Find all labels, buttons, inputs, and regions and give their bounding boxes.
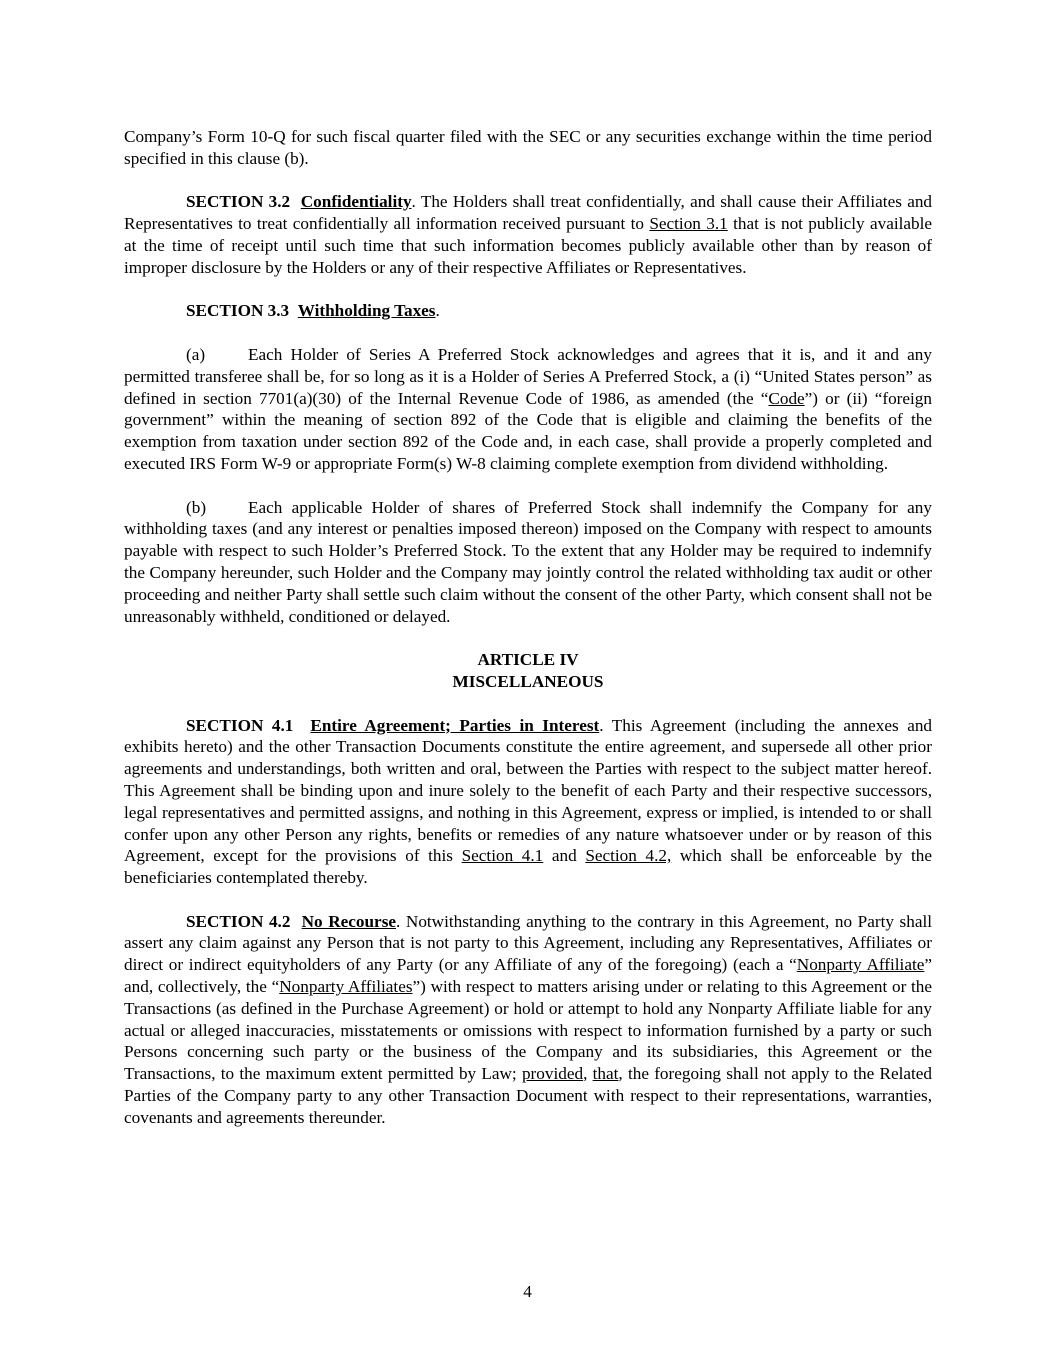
section-3-1-reference: Section 3.1 <box>649 214 728 234</box>
section-3-3-a-text-2: ”) or (ii) “foreign government” within the meaning of section 892 of the Code that is eligible and claiming the benefits of the exemption from taxation under section 892 of the Code and, in each case, shall provide a properly completed and executed IRS Form W-9 or appropriate Form(s) W-8 claiming complete exemption from dividend withholding. <box>124 388 932 473</box>
document-page <box>124 126 932 1150</box>
section-4-2-title: No Recourse <box>301 911 397 931</box>
section-3-3-a-label: (a) <box>186 344 206 364</box>
section-3-3-heading <box>124 300 932 322</box>
section-3-2-title: Confidentiality <box>300 192 412 212</box>
section-4-2-number: SECTION 4.2 <box>186 911 291 931</box>
page-number: 4 <box>523 1282 532 1301</box>
section-4-2-text-4: , <box>583 1064 593 1084</box>
section-4-1-paragraph <box>124 715 932 889</box>
section-4-1-text-2: and <box>543 846 586 866</box>
nonparty-affiliate-term: Nonparty Affiliate <box>796 955 925 975</box>
section-4-1-text-3: which shall be enforceable by the beneficiaries contemplated thereby. <box>124 846 932 888</box>
section-4-2-text-2: ” and, collectively, the “ <box>124 955 932 997</box>
section-4-2-paragraph <box>124 911 932 1129</box>
section-4-1-text-1: . This Agreement (including the annexes and exhibits hereto) and the other Transaction Documents constitute the entire agreement, and supersede all other prior agreements and understandings, both written and oral, between the Parties with respect to the subject matter hereof. This Agreement shall be binding upon and inure solely to the benefit of each Party and their respective successors, legal representatives and permitted assigns, and nothing in this Agreement, express or implied, is intended to or shall confer upon any other Person any rights, benefits or remedies of any nature whatsoever under or by reason of this Agreement, except for the provisions of this <box>124 715 933 866</box>
section-4-2-text-3: ”) with respect to matters arising under or relating to this Agreement or the Transactions (as defined in the Purchase Agreement) or hold or attempt to hold any Nonparty Affiliate liable for any actual or alleged inaccuracies, misstatements or omissions with respect to information furnished by a party or such Persons concerning such party or the business of the Company and its subsidiaries, this Agreement or the Transactions, to the maximum extent permitted by Law; <box>124 977 933 1084</box>
nonparty-affiliates-term: Nonparty Affiliates <box>279 977 413 997</box>
section-3-3-number: SECTION 3.3 <box>186 301 290 321</box>
section-3-2-text-1: . The Holders shall treat confidentially, and shall cause their Affiliates and Representatives to treat confidentially all information received pursuant to <box>124 192 933 234</box>
section-4-2-reference: Section 4.2, <box>585 846 672 866</box>
article-iv-subtitle: MISCELLANEOUS <box>452 671 604 691</box>
article-iv-heading <box>124 649 932 693</box>
section-4-1-reference: Section 4.1 <box>461 846 544 866</box>
section-3-2-text-2: that is not publicly available at the time of receipt until such time that such information becomes publicly available other than by reason of improper disclosure by the Holders or any of their respective Affiliates or Representatives. <box>124 214 932 277</box>
section-3-3-a-text-1: Each Holder of Series A Preferred Stock acknowledges and agrees that it is, and it and any permitted transferee shall be, for so long as it is a Holder of Series A Preferred Stock, a (i) “United States person” as defined in section 7701(a)(30) of the Internal Revenue Code of 1986, as amended (the “ <box>124 344 932 408</box>
section-4-1-number: SECTION 4.1 <box>186 715 294 735</box>
provided-term: provided <box>521 1064 584 1084</box>
section-3-3-b-label: (b) <box>186 497 207 517</box>
carryover-paragraph <box>124 126 932 170</box>
carryover-text: Company’s Form 10-Q for such fiscal quarter filed with the SEC or any securities exchange within the time period specified in this clause (b). <box>124 127 932 168</box>
section-3-3-title-end: . <box>435 301 440 321</box>
section-3-3-b-paragraph <box>124 497 932 628</box>
code-defined-term: Code <box>768 388 805 408</box>
section-4-1-title: Entire Agreement; Parties in Interest <box>310 715 600 735</box>
section-3-2-number: SECTION 3.2 <box>186 192 291 212</box>
that-term: that <box>592 1064 619 1084</box>
section-3-3-title: Withholding Taxes <box>297 301 436 321</box>
section-4-2-text-1: . Notwithstanding anything to the contrary in this Agreement, no Party shall assert any claim against any Person that is not party to this Agreement, including any Representatives, Affiliates or direct or indirect equityholders of any Party (or any Affiliate of any of the foregoing) (each a “ <box>124 911 932 975</box>
section-3-3-b-text: Each applicable Holder of shares of Preferred Stock shall indemnify the Company for any withholding taxes (and any interest or penalties imposed thereon) imposed on the Company with respect to amounts payable with respect to such Holder’s Preferred Stock. To the extent that any Holder may be required to indemnify the Company hereunder, such Holder and the Company may jointly control the related withholding tax audit or other proceeding and neither Party shall settle such claim without the consent of the other Party, which consent shall not be unreasonably withheld, conditioned or delayed. <box>124 497 932 626</box>
article-iv-title: ARTICLE IV <box>477 650 579 670</box>
section-3-3-a-paragraph <box>124 344 932 475</box>
section-4-2-text-5: , the foregoing shall not apply to the Related Parties of the Company party to any other Transaction Document with respect to their representations, warranties, covenants and agreements thereunder. <box>124 1064 933 1127</box>
section-3-2-paragraph <box>124 191 932 278</box>
